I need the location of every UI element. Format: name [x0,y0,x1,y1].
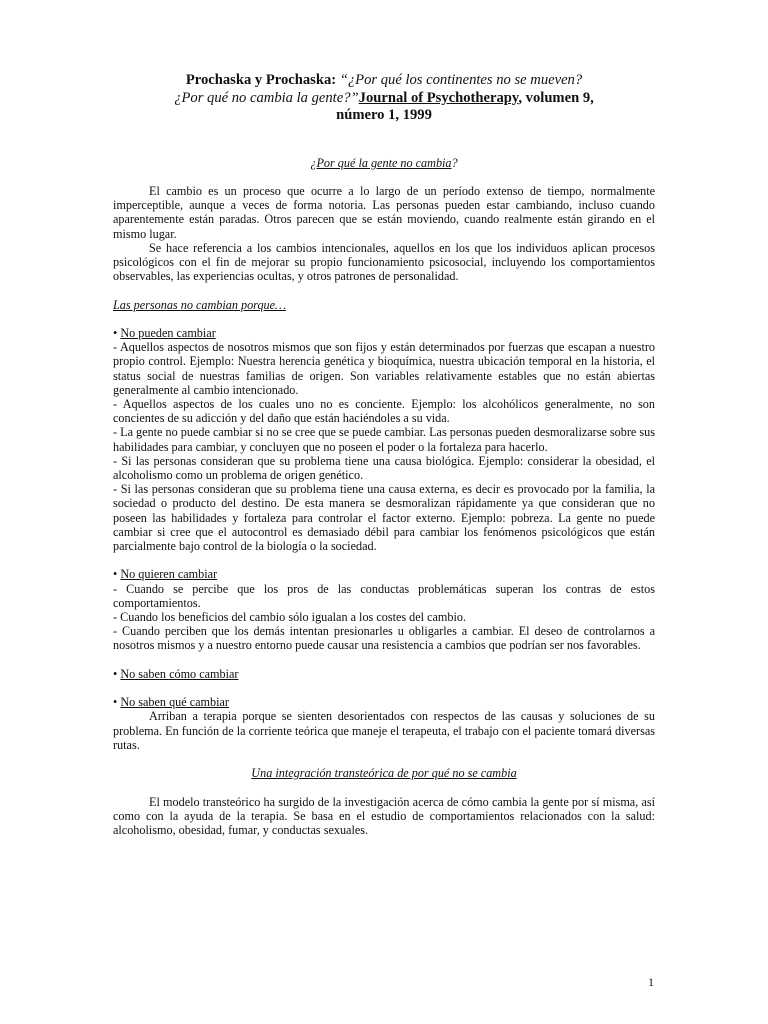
section1-paragraph-1: El cambio es un proceso que ocurre a lo largo de un período extenso de tiempo, normalmente imperceptible, aunque a veces de forma notoria. Las personas pueden estar cambiando, incluso cuando aparentemente están paradas. Otros parecen que se están moviendo, cuando realmente están girando en el mismo lugar. [113,183,655,241]
header-colon: : [331,72,337,88]
bullet-icon: • [113,695,118,710]
bullet-no-pueden [113,326,655,340]
header-title-q1: “¿Por qué los continentes no se mueven? [336,72,583,88]
bullet-title: No saben qué cambiar [120,695,229,710]
header-journal: Journal of Psychotherapy [358,89,519,106]
header-number: número 1, 1999 [336,107,432,123]
header-authors: Prochaska y Prochaska [185,72,332,88]
bullet2-item: - Cuando se percibe que los pros de las conductas problemáticas superan los contras de estos comportamientos. [113,581,655,610]
bullet-title: No saben cómo cambiar [120,666,239,681]
header-title-q2: ¿Por qué no cambia la gente?” [174,89,359,106]
section2-heading: Las personas no cambian porque… [113,297,286,312]
section3-paragraph-1: El modelo transteórico ha surgido de la investigación acerca de cómo cambia la gente por sí misma, así como con la ayuda de la terapia. Se basa en el estudio de comportamientos relacionados con la salud: alcoholismo, obesidad, fumar, y conductas sexuales. [113,794,655,837]
bullet1-item: - Si las personas consideran que su problema tiene una causa biológica. Ejemplo: considerar la obesidad, el alcoholismo como un problema de origen genético. [113,453,655,482]
bullet-title: No pueden cambiar [120,325,216,340]
bullet1-item: - Si las personas consideran que su problema tiene una causa externa, es decir es provocado por la familia, la sociedad o producto del destino. De esta manera se desmoralizan rápidamente ya que consideran que no poseen las habilidades y fortaleza para controlar el factor externo. Ejemplo: pobreza. La gente no puede cambiar si cree que el autocontrol es demasiado débil para cambiar los fenómenos psicológicos que están parcialmente bajo control de la biología o la sociedad. [113,482,655,553]
bullet2-item: - Cuando perciben que los demás intentan presionarles u obligarles a cambiar. El deseo de controlarnos a nosotros mismos y a nuestro entorno puede causar una resistencia a cambios que podrían ser nos favorables. [113,624,655,653]
bullet1-item: - Aquellos aspectos de los cuales uno no es conciente. Ejemplo: los alcohólicos generalmente, no son concientes de su adicción y del daño que están haciéndoles a su vida. [113,396,655,426]
section1-paragraph-2: Se hace referencia a los cambios intencionales, aquellos en los que los individuos aplican procesos psicológicos con el fin de mejorar su propio funcionamiento psicosocial, incluyendo los comportamientos observables, las experiencias ocultas, y otros patrones de personalidad. [113,240,655,284]
bullet-no-saben-como [113,667,655,681]
bullet-icon: • [113,325,118,340]
bullet-no-quieren [113,567,655,581]
bullet-icon: • [113,666,118,681]
section1-heading: ¿Por qué la gente no cambia? [310,155,458,170]
document-body [113,72,655,837]
section3-heading: Una integración transteórica de por qué no se cambia [251,766,517,781]
bullet-title: No quieren cambiar [120,567,218,582]
bullet-icon: • [113,567,118,582]
bullet4-paragraph: Arriban a terapia porque se sienten desorientados con respectos de las causas y soluciones de su problema. En función de la corriente teórica que maneje el terapeuta, el trabajo con el paciente tomará diversas rutas. [113,709,655,752]
bullet1-item: - Aquellos aspectos de nosotros mismos que son fijos y están determinados por fuerzas que escapan a nuestro propio control. Ejemplo: Nuestra herencia genética y bioquímica, nuestra ubicación temporal en la historia, el status social de nuestras familias de origen. Son variables relativamente estables que no están abiertas generalmente al cambio intencionado. [113,340,655,397]
bullet1-item: - La gente no puede cambiar si no se cree que se puede cambiar. Las personas pueden desmoralizarse sobre sus habilidades para cambiar, y concluyen que no poseen el poder o la fortaleza para hacerlo. [113,425,655,454]
bullet-no-saben-que [113,695,655,709]
page-number: 1 [648,975,654,989]
document-header [113,72,655,125]
bullet2-item: - Cuando los beneficios del cambio sólo igualan a los costes del cambio. [113,609,467,624]
header-volume: , volumen 9, [518,89,594,106]
